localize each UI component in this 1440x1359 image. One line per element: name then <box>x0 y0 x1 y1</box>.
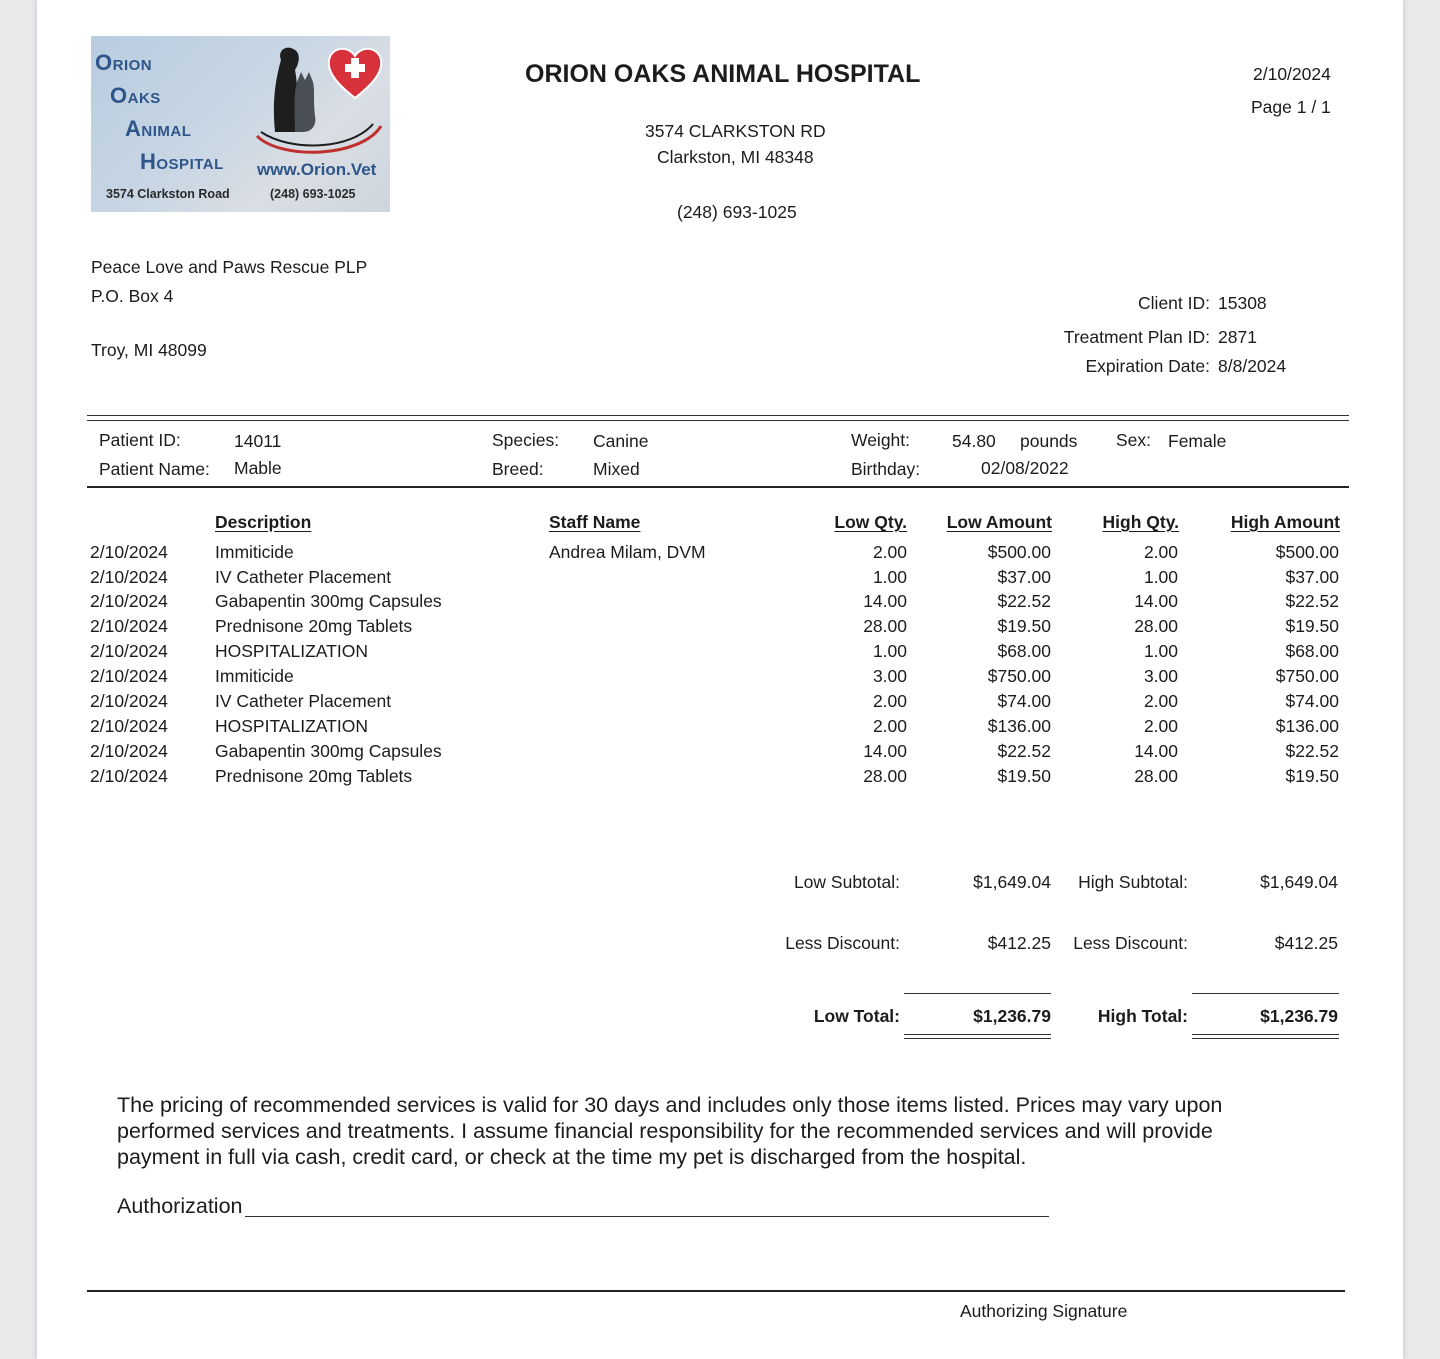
table-row <box>37 691 1403 716</box>
row-date: 2/10/2024 <box>90 716 168 736</box>
row-date: 2/10/2024 <box>90 766 168 786</box>
patient-top-rule <box>87 415 1349 416</box>
table-row <box>37 616 1403 641</box>
row-high-amount: $74.00 <box>1285 691 1339 711</box>
row-high-qty: 1.00 <box>1143 641 1178 661</box>
col-header-high-qty: High Qty. <box>1102 512 1179 532</box>
row-high-qty: 2.00 <box>1143 716 1178 736</box>
signature-label: Authorizing Signature <box>960 1301 1128 1321</box>
row-high-qty: 28.00 <box>1134 766 1178 786</box>
row-low-amount: $19.50 <box>997 766 1051 786</box>
authorization-line <box>245 1216 1049 1217</box>
hospital-name-heading: ORION OAKS ANIMAL HOSPITAL <box>525 60 921 88</box>
birthday-label: Birthday: <box>851 459 921 479</box>
row-date: 2/10/2024 <box>90 591 168 611</box>
logo-url: www.Orion.Vet <box>257 160 377 179</box>
low-total-value: $1,236.79 <box>973 1006 1051 1026</box>
hospital-logo <box>91 36 390 212</box>
high-discount-value: $412.25 <box>1274 933 1338 953</box>
table-row <box>37 542 1403 567</box>
patient-bottom-rule <box>87 486 1349 488</box>
low-subtotal-value: $1,649.04 <box>973 872 1051 892</box>
client-address-line1: P.O. Box 4 <box>91 286 174 306</box>
row-low-amount: $68.00 <box>997 641 1051 661</box>
row-description: Immiticide <box>215 542 294 562</box>
table-row <box>37 766 1403 791</box>
col-header-staff: Staff Name <box>549 512 641 532</box>
patient-name-label: Patient Name: <box>99 459 210 479</box>
client-address-line2: Troy, MI 48099 <box>91 340 207 360</box>
high-subtotal-value: $1,649.04 <box>1260 872 1338 892</box>
weight-label: Weight: <box>851 430 911 450</box>
expiration-label: Expiration Date: <box>1085 356 1210 376</box>
logo-word-animal: Animal <box>125 116 192 141</box>
species-value: Canine <box>593 431 649 451</box>
row-date: 2/10/2024 <box>90 641 168 661</box>
row-description: HOSPITALIZATION <box>215 716 368 736</box>
col-header-low-qty: Low Qty. <box>834 512 907 532</box>
row-low-amount: $22.52 <box>997 591 1051 611</box>
table-row <box>37 741 1403 766</box>
authorization-label: Authorization <box>117 1194 243 1218</box>
row-high-qty: 2.00 <box>1143 542 1178 562</box>
pets-heart-icon <box>251 40 390 160</box>
row-description: IV Catheter Placement <box>215 691 392 711</box>
row-description: Prednisone 20mg Tablets <box>215 766 413 786</box>
row-low-amount: $19.50 <box>997 616 1051 636</box>
row-high-amount: $22.52 <box>1285 591 1339 611</box>
hospital-city: Clarkston, MI 48348 <box>657 147 814 167</box>
row-high-amount: $22.52 <box>1285 741 1339 761</box>
row-high-amount: $750.00 <box>1275 666 1339 686</box>
low-subtotal-label: Low Subtotal: <box>793 872 900 892</box>
row-high-qty: 28.00 <box>1134 616 1178 636</box>
row-high-qty: 14.00 <box>1134 591 1178 611</box>
signature-line <box>87 1290 1345 1292</box>
row-high-qty: 14.00 <box>1134 741 1178 761</box>
row-high-amount: $136.00 <box>1275 716 1339 736</box>
client-id-value: 15308 <box>1218 293 1267 313</box>
low-total-top-rule <box>904 993 1051 994</box>
row-high-qty: 1.00 <box>1143 567 1178 587</box>
row-low-qty: 14.00 <box>863 591 907 611</box>
pricing-disclaimer: The pricing of recommended services is valid for 30 days and includes only those items listed. Prices may vary upon performed services and treatments. I assume financial responsibility for the recommended services and will provide payment in full via cash, credit card, or check at the time my pet is discharged from the hospital. <box>117 1093 1223 1169</box>
weight-unit: pounds <box>1020 431 1078 451</box>
row-low-amount: $37.00 <box>997 567 1051 587</box>
row-low-amount: $136.00 <box>987 716 1051 736</box>
document-page <box>37 0 1403 1359</box>
weight-value: 54.80 <box>952 431 996 451</box>
table-row <box>37 716 1403 741</box>
row-low-qty: 2.00 <box>872 691 907 711</box>
row-date: 2/10/2024 <box>90 691 168 711</box>
high-discount-label: Less Discount: <box>1073 933 1188 953</box>
row-low-qty: 3.00 <box>872 666 907 686</box>
col-header-low-amount: Low Amount <box>946 512 1052 532</box>
low-total-double-rule <box>904 1034 1051 1039</box>
plan-id-label: Treatment Plan ID: <box>1063 327 1210 347</box>
plan-id-value: 2871 <box>1218 327 1257 347</box>
patient-name-value: Mable <box>234 458 282 478</box>
breed-label: Breed: <box>492 459 544 479</box>
row-high-amount: $37.00 <box>1285 567 1339 587</box>
row-low-qty: 1.00 <box>872 567 907 587</box>
table-row <box>37 666 1403 691</box>
row-low-qty: 28.00 <box>863 766 907 786</box>
patient-top-rule-2 <box>87 420 1349 421</box>
row-low-amount: $500.00 <box>987 542 1051 562</box>
row-high-amount: $19.50 <box>1285 616 1339 636</box>
expiration-value: 8/8/2024 <box>1218 356 1287 376</box>
row-description: Prednisone 20mg Tablets <box>215 616 413 636</box>
col-header-high-amount: High Amount <box>1230 512 1340 532</box>
logo-word-oaks: Oaks <box>110 83 161 108</box>
patient-id-value: 14011 <box>234 431 282 451</box>
low-discount-value: $412.25 <box>987 933 1051 953</box>
row-staff: Andrea Milam, DVM <box>549 542 706 562</box>
row-low-qty: 2.00 <box>872 716 907 736</box>
logo-word-hospital: Hospital <box>140 149 224 174</box>
row-low-qty: 1.00 <box>872 641 907 661</box>
table-row <box>37 567 1403 592</box>
row-high-qty: 3.00 <box>1143 666 1178 686</box>
logo-phone: (248) 693-1025 <box>270 187 356 201</box>
row-description: Immiticide <box>215 666 294 686</box>
row-date: 2/10/2024 <box>90 567 168 587</box>
hospital-phone: (248) 693-1025 <box>677 202 797 222</box>
row-high-amount: $68.00 <box>1285 641 1339 661</box>
row-low-amount: $750.00 <box>987 666 1051 686</box>
row-description: HOSPITALIZATION <box>215 641 368 661</box>
row-low-qty: 28.00 <box>863 616 907 636</box>
low-discount-label: Less Discount: <box>785 933 900 953</box>
logo-word-orion: Orion <box>95 50 153 75</box>
row-date: 2/10/2024 <box>90 666 168 686</box>
row-date: 2/10/2024 <box>90 542 168 562</box>
row-high-amount: $19.50 <box>1285 766 1339 786</box>
row-description: Gabapentin 300mg Capsules <box>215 591 442 611</box>
table-row <box>37 591 1403 616</box>
sex-label: Sex: <box>1116 430 1152 450</box>
high-total-value: $1,236.79 <box>1260 1006 1338 1026</box>
breed-value: Mixed <box>593 459 640 479</box>
client-name: Peace Love and Paws Rescue PLP <box>91 257 368 277</box>
birthday-value: 02/08/2022 <box>981 458 1069 478</box>
row-low-amount: $22.52 <box>997 741 1051 761</box>
row-date: 2/10/2024 <box>90 616 168 636</box>
document-date: 2/10/2024 <box>1253 64 1331 84</box>
hospital-street: 3574 CLARKSTON RD <box>645 121 826 141</box>
row-description: Gabapentin 300mg Capsules <box>215 741 442 761</box>
logo-address: 3574 Clarkston Road <box>106 187 230 201</box>
row-low-qty: 14.00 <box>863 741 907 761</box>
row-description: IV Catheter Placement <box>215 567 392 587</box>
low-total-label: Low Total: <box>813 1006 900 1026</box>
row-high-qty: 2.00 <box>1143 691 1178 711</box>
high-total-top-rule <box>1192 993 1339 994</box>
high-total-double-rule <box>1192 1034 1339 1039</box>
row-low-qty: 2.00 <box>872 542 907 562</box>
high-subtotal-label: High Subtotal: <box>1078 872 1188 892</box>
row-date: 2/10/2024 <box>90 741 168 761</box>
sex-value: Female <box>1168 431 1227 451</box>
table-row <box>37 641 1403 666</box>
high-total-label: High Total: <box>1097 1006 1188 1026</box>
row-low-amount: $74.00 <box>997 691 1051 711</box>
client-id-label: Client ID: <box>1138 293 1210 313</box>
page-indicator: Page 1 / 1 <box>1251 97 1331 117</box>
col-header-description: Description <box>215 512 312 532</box>
row-high-amount: $500.00 <box>1275 542 1339 562</box>
patient-id-label: Patient ID: <box>99 430 181 450</box>
species-label: Species: <box>492 430 560 450</box>
